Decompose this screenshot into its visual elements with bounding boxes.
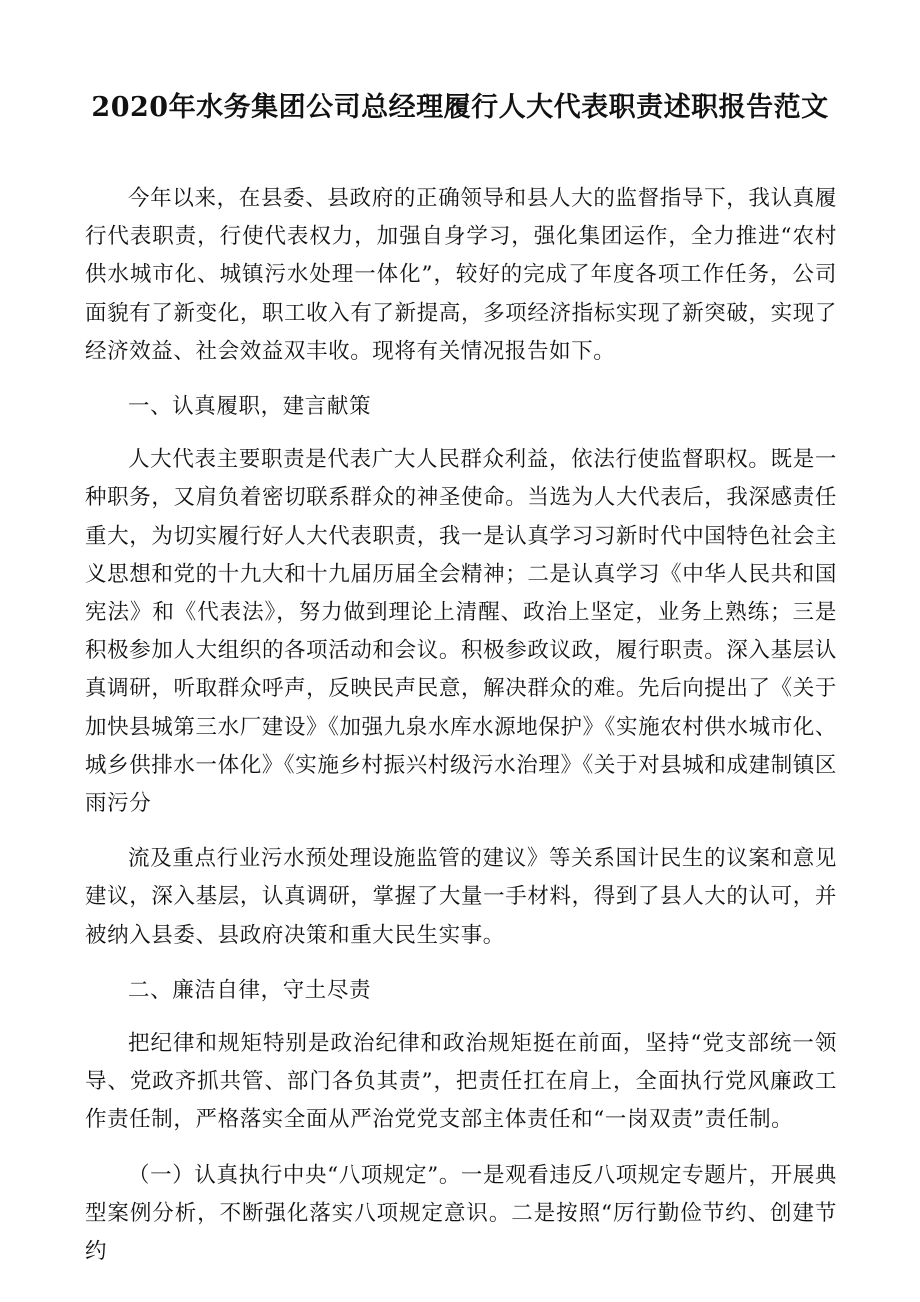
paragraph-intro: 今年以来，在县委、县政府的正确领导和县人大的监督指导下，我认真履行代表职责，行使代表权力，加强自身学习，强化集团运作，全力推进“农村供水城市化、城镇污水处理一体化”，较好的完成了年度各项工作任务，公司面貌有了新变化，职工收入有了新提高，多项经济指标实现了新突破，实现了经济效益、社会效益双丰收。现将有关情况报告如下。 [85, 186, 837, 364]
paragraph-discipline: 把纪律和规矩特别是政治纪律和政治规矩挺在前面，坚持“党支部统一领导、党政齐抓共管、部门各负其责”，把责任扛在肩上，全面执行党风廉政工作责任制，严格落实全面从严治党党支部主体责任和“一岗双责”责任制。 [85, 1031, 837, 1133]
document-body [85, 180, 837, 1288]
document-title: 2020年水务集团公司总经理履行人大代表职责述职报告范文 [91, 92, 829, 123]
section-heading-2: 二、廉洁自律，守土尽责 [128, 977, 372, 1003]
paragraph-duties-continued: 流及重点行业污水预处理设施监管的建议》等关系国计民生的议案和意见建议，深入基层，认真调研，掌握了大量一手材料，得到了县人大的认可，并被纳入县委、县政府决策和重大民生实事。 [85, 846, 837, 948]
paragraph-duties: 人大代表主要职责是代表广大人民群众利益，依法行使监督职权。既是一种职务，又肩负着密切联系群众的神圣使命。当选为人大代表后，我深感责任重大，为切实履行好人大代表职责，我一是认真学习习新时代中国特色社会主义思想和党的十九大和十九届历届全会精神；二是认真学习《中华人民共和国宪法》和《代表法》，努力做到理论上清醒、政治上坚定，业务上熟练；三是积极参加人大组织的各项活动和会议。积极参政议政，履行职责。深入基层认真调研，听取群众呼声，反映民声民意，解决群众的难。先后向提出了《关于加快县城第三水厂建设》《加强九泉水库水源地保护》《实施农村供水城市化、城乡供排水一体化》《实施乡村振兴村级污水治理》《关于对县城和成建制镇区雨污分 [85, 447, 838, 817]
section-heading-1: 一、认真履职，建言献策 [128, 394, 372, 420]
paragraph-eight-rules: （一）认真执行中央“八项规定”。一是观看违反八项规定专题片，开展典型案例分析，不断强化落实八项规定意识。二是按照“厉行勤俭节约、创建节约 [85, 1162, 837, 1265]
